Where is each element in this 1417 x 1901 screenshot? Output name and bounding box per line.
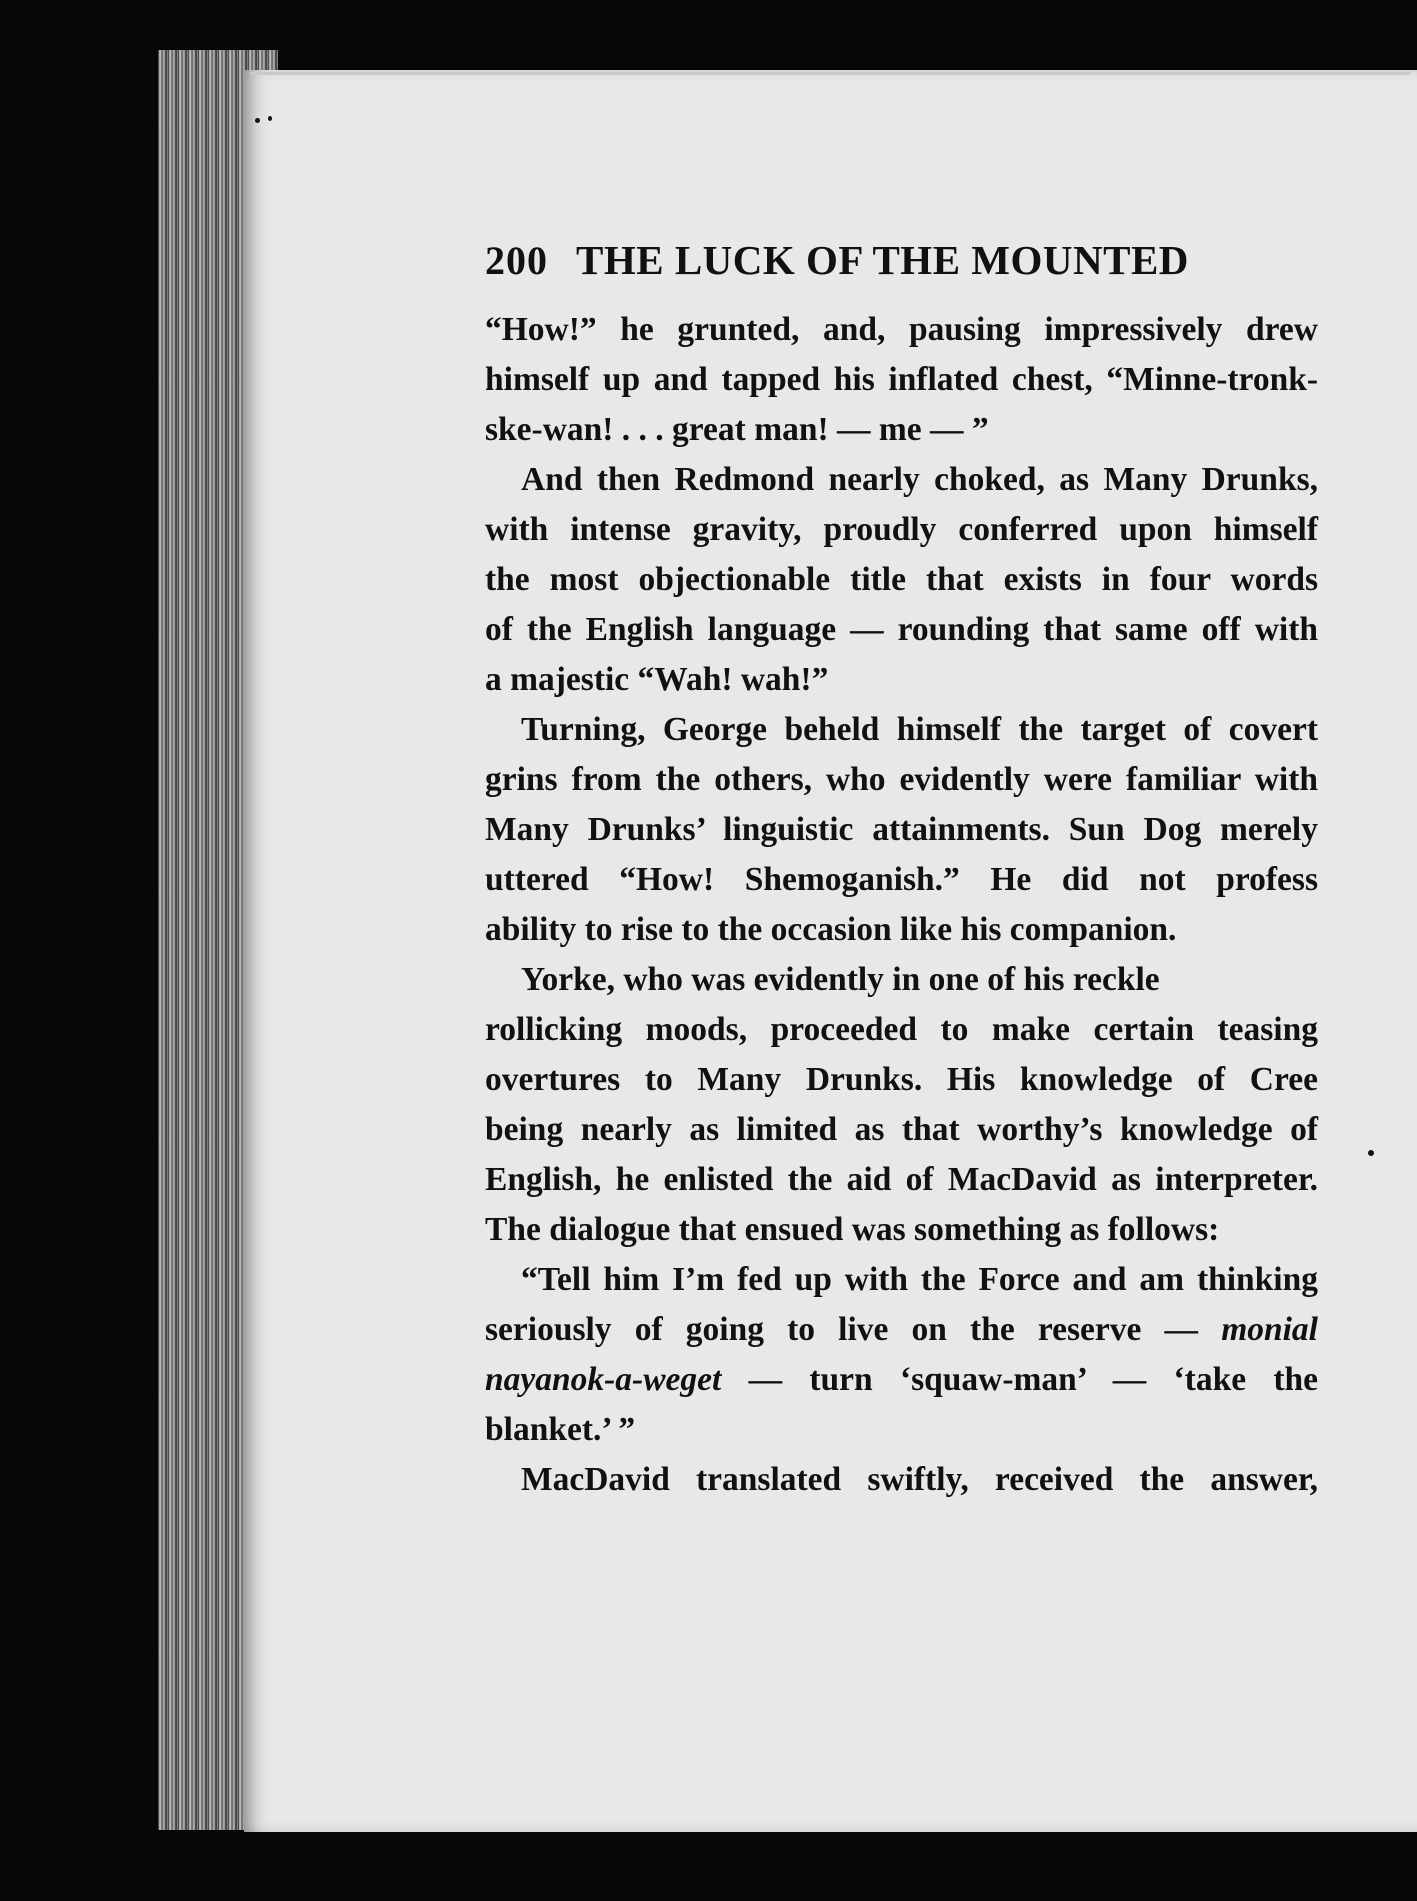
italic-text: nayanok-a-weget [485, 1361, 722, 1398]
text-line: being nearly as limited as that worthy’s knowledge of [485, 1111, 1318, 1148]
text-line: rollicking moods, proceeded to make certain teasing [485, 1011, 1318, 1048]
paragraph-1 [485, 305, 1318, 455]
text-line: uttered “How! Shemoganish.” He did not profess [485, 861, 1318, 898]
text-line: Turning, George beheld himself the target of covert [521, 711, 1318, 748]
text-line: MacDavid translated swiftly, received the answer, [521, 1461, 1318, 1498]
line-text: — turn ‘squaw-man’ — ‘take the [721, 1361, 1318, 1398]
paragraph-6 [485, 1455, 1318, 1505]
running-head: THE LUCK OF THE MOUNTED [576, 237, 1189, 283]
italic-text: monial [1221, 1311, 1318, 1348]
text-line: ability to rise to the occasion like his companion. [485, 911, 1177, 948]
text-line: ske-wan! . . . great man! — me — ” [485, 411, 989, 448]
body-text [485, 305, 1318, 1505]
text-line: Many Drunks’ linguistic attainments. Sun Dog merely [485, 811, 1318, 848]
text-line: overtures to Many Drunks. His knowledge of Cree [485, 1061, 1318, 1098]
paragraph-2 [485, 455, 1318, 705]
text-line [485, 1355, 1318, 1405]
text-line: And then Redmond nearly choked, as Many Drunks, [521, 461, 1318, 498]
paragraph-4 [485, 955, 1318, 1255]
page-top-edge [250, 72, 1410, 75]
text-line: a majestic “Wah! wah!” [485, 661, 829, 698]
line-text: seriously of going to live on the reserve — [485, 1311, 1222, 1348]
scan-speck [1368, 1150, 1374, 1156]
paragraph-5 [485, 1255, 1318, 1455]
text-line: the most objectionable title that exists in four words [485, 561, 1318, 598]
text-line: English, he enlisted the aid of MacDavid as interpreter. [485, 1161, 1318, 1198]
text-line: “Tell him I’m fed up with the Force and am thinking [521, 1261, 1318, 1298]
text-line: himself up and tapped his inflated chest, “Minne-tronk- [485, 361, 1318, 398]
text-line: The dialogue that ensued was something as follows: [485, 1211, 1220, 1248]
page-number: 200 [485, 238, 548, 283]
text-line: of the English language — rounding that same off with [485, 611, 1318, 648]
paragraph-3 [485, 705, 1318, 955]
text-line: “How!” he grunted, and, pausing impressively drew [485, 311, 1318, 348]
text-line: blanket.’ ” [485, 1411, 636, 1448]
scan-speck [268, 116, 272, 121]
text-line: Yorke, who was evidently in one of his reckle [521, 961, 1160, 998]
page-header [485, 236, 1315, 284]
text-line [485, 1305, 1318, 1355]
text-line: with intense gravity, proudly conferred upon himself [485, 511, 1318, 548]
scan-speck [255, 118, 260, 123]
text-line: grins from the others, who evidently were familiar with [485, 761, 1318, 798]
